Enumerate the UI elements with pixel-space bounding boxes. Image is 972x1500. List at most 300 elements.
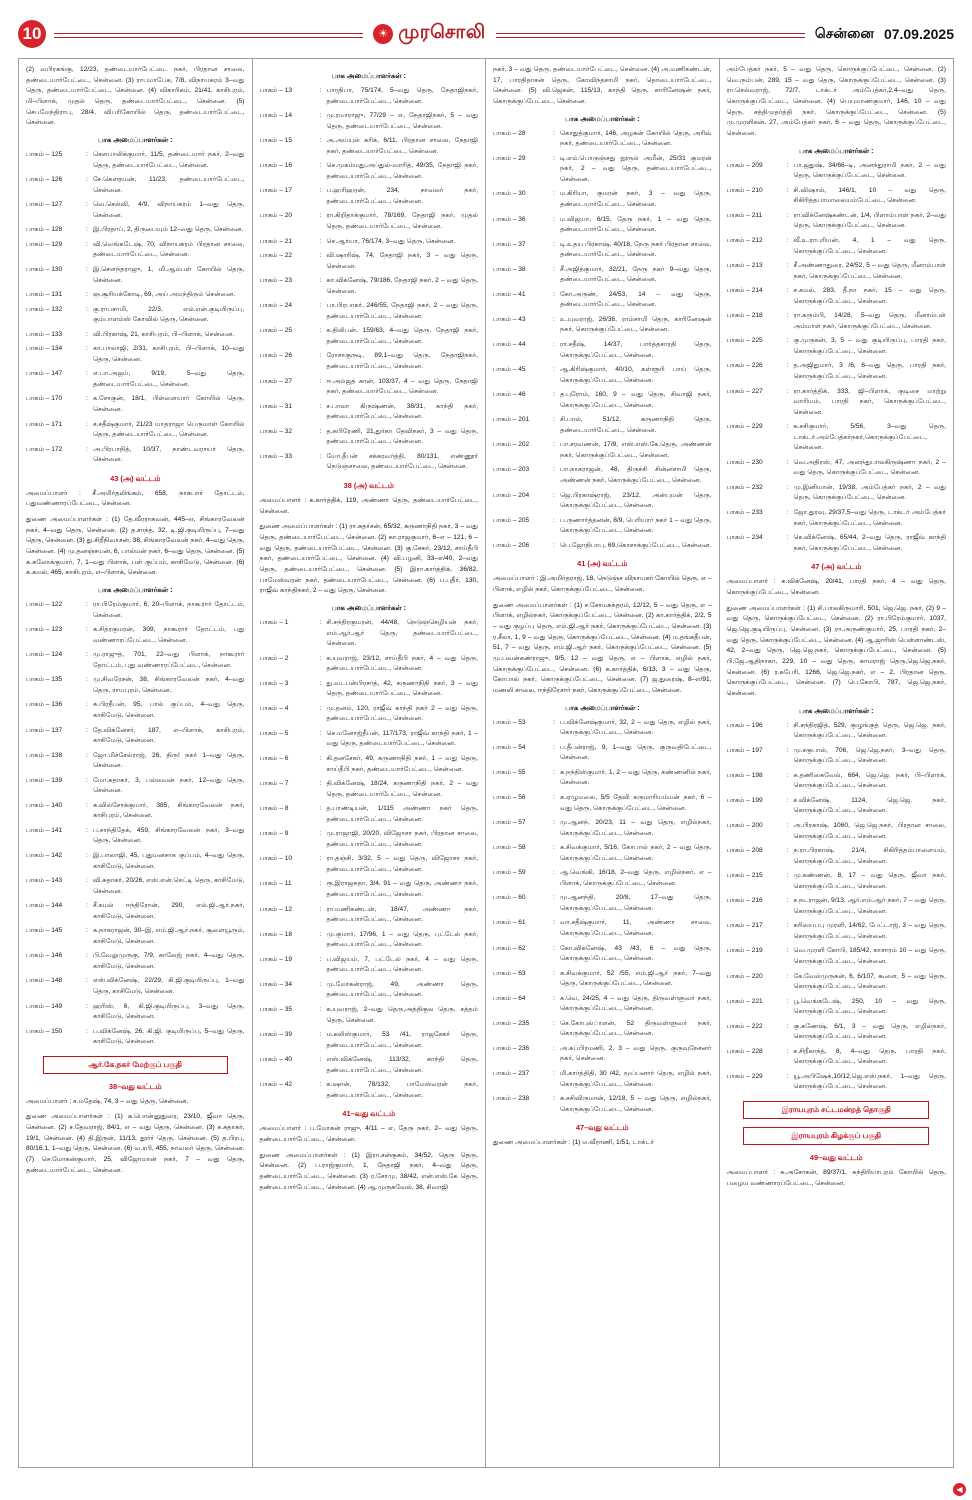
list-item	[493, 465, 712, 486]
entry-value: ஜோ.மிச்சேல்ராஜ், 26, திரு! நகர் 1–வது தெரு, சென்னை.	[93, 751, 245, 770]
list-item	[26, 700, 245, 721]
entry-value: சு.சிவக்குமார், 52 /55, எம்.ஜி.ஆர் நகர், 7–வது தெரு, கொருக்குப்பேட்டை, சென்னை.	[560, 969, 712, 988]
entry-separator: :	[86, 626, 88, 634]
text-column-2	[253, 59, 487, 1467]
list-item	[727, 771, 947, 792]
entry-value: க.ஷான், 78/132, பாமேஸ்வரன் நகர், தண்டையார்பேட்டை, சென்னை.	[326, 1081, 478, 1099]
entry-separator: :	[553, 1095, 555, 1103]
entry-separator: :	[786, 821, 789, 829]
list-item	[493, 1094, 712, 1115]
list-item	[727, 458, 947, 479]
list-item	[727, 946, 947, 967]
entry-key: பாகம் – 8	[259, 805, 289, 813]
entry-separator: :	[786, 746, 789, 754]
list-item	[260, 86, 479, 107]
list-item	[260, 955, 479, 976]
entry-separator: :	[319, 654, 322, 662]
section-subheading: பாக அமைப்பாளர்கள் :	[565, 115, 640, 123]
entry-key: பாகம் – 123	[26, 626, 63, 634]
entry-value: ரா.கரும்பி, 14/28, 5–வது தெரு, மீனாம்பள் அம்மாள் நகர், கொருக்குப்பேட்டை, சென்னை.	[793, 312, 946, 330]
entry-key: பாகம் – 25	[259, 327, 293, 335]
entry-separator: :	[786, 922, 789, 930]
entry-separator: :	[86, 151, 88, 159]
entry-key: பாகம் – 14	[259, 112, 293, 120]
entry-separator: :	[553, 466, 555, 474]
ward-heading: 49–வது வட்டம்	[809, 1153, 863, 1162]
entry-key: பாகம் – 226	[726, 362, 763, 370]
list-item	[260, 1080, 479, 1101]
entry-key: பாகம் – 225	[726, 337, 763, 345]
entry-key: பாகம் – 222	[726, 1022, 763, 1030]
entry-value: ப.ருணார்த்தனன், 8/9, பெரியார் நகர் 1 – வது தெரு, கொருக்குப்பேட்டை, சென்னை.	[560, 516, 712, 535]
list-item	[727, 236, 947, 257]
entry-value: க.யுவராஜ், 23/12, சாய்தீபி நகர், 4 – வது தெரு, தண்டையார்பேட்டை, சென்னை.	[326, 654, 478, 673]
entry-key: பாகம் – 236	[493, 1044, 530, 1052]
ward-heading: 43 (அ) வட்டம்	[110, 473, 161, 483]
entry-value: உ.யுவராஜ், 26/36, ராம்சாமி தெரு, காரினேஷன் நகர், கொருக்குப்பேட்டை, சென்னை.	[560, 315, 712, 334]
list-item	[260, 754, 479, 775]
entry-key: பாகம் – 200	[726, 821, 763, 829]
paragraph: நகர், 3 – வது தெரு, தண்டையார்பேட்டை, சென்னை. (4) அ.மணிகண்டன், 17, பாரதிதாசன் தெரு, கோவிந்தசாமி நகர், தொடையார்பேட்டை, சென்னை. (5) வி.ஜெகன், 115/13, காந்தி தெரு, காரினேஷன் நகர், கொருக்குப்பேட்டை, சென்னை.	[493, 66, 712, 106]
list-item	[260, 251, 479, 272]
list-item	[493, 944, 712, 965]
entry-key: பாகம் – 209	[726, 161, 763, 169]
entry-key: பாகம் – 227	[726, 387, 763, 395]
lead-paragraph: துணை அமைப்பாளர்கள் : (1) ச.சோமசுந்தரம், 12/12, 5 – வது தெரு, எ – பிளாக், எழில்நகர், கொருக்குப்பேட்டை, சென்னை. (2) கா.கார்த்திக், 2/2, 5 – வது குழப்பு தெரு, எம்.ஜி.ஆர் நகர், கொருக்குப்பேட்டை, சென்னை. (3) ர.சீலா, 1, 9 – வது தெரு, கொருக்குப்பேட்டை, சென்னை. (4) ம.தங்கதீபன், 51, 7 – வது தெரு, எம்.ஜி.ஆர் நகர், கொருக்குப்பேட்டை, சென்னை. (5) மு.பவன்கண்ராஜு, 9/5, 12 – வது தெரு, எ – பிளாக், எழில் நகர், கொருக்குப்பேட்டை, சென்னை. (6) க.கார்த்திக், 6/13, 3 – வது தெரு, கோபால் நகர், கொருக்குப்பேட்டை, சென்னை. (7) ஜ.துரைஷ், 8–எ/91, மணலி சாலை, ஈந்திரேசார் நகர், கொருக்குப்பேட்டை, சென்னை.	[493, 601, 712, 694]
entry-value: ப.தீபன்ராஜ், 9, 1–வது தெரு, குருவதிபேட்டை, சென்னை.	[560, 743, 712, 762]
entry-key: பாகம் – 134	[26, 345, 63, 353]
entry-key: பாகம் – 32	[259, 427, 293, 435]
list-item	[727, 972, 947, 993]
entry-value: த.புரோம், 160, 9 – வது தெரு, சிவாஜி நகர், கொருக்குப்பேட்டை, சென்னை.	[560, 391, 712, 409]
entry-key: பாகம் – 217	[726, 922, 763, 930]
ward-heading: 47 (அ) வட்டம்	[811, 562, 862, 572]
entry-key: பாகம் – 237	[493, 1069, 530, 1077]
entry-value: மு.ராஜுத், 701, 22–வது பிளாக், நாகூரார் தோட்டம், புது வண்ணாரப்பேட்டை, சென்னை.	[93, 651, 245, 669]
entry-separator: :	[553, 315, 555, 323]
list-item	[727, 261, 947, 282]
list-item	[727, 186, 947, 207]
entry-key: பாகம் – 147	[26, 370, 63, 378]
list-item	[26, 225, 245, 236]
entry-value: கா.பாலாஜி, 2/31, காசிபுரம், பி–பிளாக், 10–வது தெரு, சென்னை.	[93, 345, 245, 363]
list-item	[260, 452, 479, 473]
entry-key: பாகம் – 213	[726, 262, 763, 270]
list-item	[493, 129, 712, 150]
entry-value: ச.சதீஷ்குமார், 21/23 யாதராஜா பெருமாள் கோயில் தெரு, தண்டையார்பேட்டை, சென்னை.	[93, 420, 245, 439]
list-item	[260, 980, 479, 1001]
entry-value: மு.சகுபால், 706, ஜெ.ஜெ.நகர், 3–வது தெரு, கொருக்குப்பேட்டை, சென்னை.	[793, 746, 946, 765]
list-item	[727, 1047, 947, 1068]
entry-separator: :	[553, 240, 555, 248]
entry-key: பாகம் – 125	[26, 151, 63, 159]
entry-key: பாகம் – 230	[726, 458, 763, 466]
entry-value: வி.பிரகாஷ், 21, காசிபுரம், பி–பிளாக், சென்னை.	[93, 330, 235, 338]
list-item	[727, 821, 947, 842]
entry-key: பாகம் – 202	[493, 441, 530, 449]
list-item	[26, 801, 245, 822]
entry-key: பாகம் – 24	[259, 302, 293, 310]
entry-value: ரூ.இராஜசுதா, 3/4, 91 – வது தெரு, அண்ணா நகர், தண்டையார்பேட்டை, சென்னை.	[326, 880, 478, 899]
entry-key: பாகம் – 215	[726, 872, 763, 880]
entry-value: மி.கார்த்திதி, 30 /42, மூப்பனார் தெரு, எழில் நகர், கொருக்குப்பேட்டை, சென்னை.	[560, 1069, 712, 1088]
list-item	[727, 846, 947, 867]
list-item	[26, 726, 245, 747]
lead-paragraph: அமைப்பாளர் : சீ.அமிர்தலிங்கம், 658, நாகபார் தோட்டம், புதுவண்ணாரப்பேட்டை, சென்னை.	[26, 489, 245, 508]
entry-key: பாகம் – 19	[259, 955, 293, 963]
lead-paragraph: துணை அமைப்பாளர்கள் : (1) ம.வீராணி, 1/51, டாக்டர்	[493, 1139, 655, 1147]
lead-paragraph: அமைப்பாளர் : ச.மதேஷ், 74, 3 – வது தெரு, சென்னை.	[26, 1097, 189, 1105]
entry-separator: :	[319, 755, 322, 763]
list-item	[26, 851, 245, 872]
entry-value: சீ.அஜித்குமார், 32/21, நேரு நகர் 9–வது தெரு, தண்டையார்பேட்டை, சென்னை.	[560, 265, 712, 284]
entry-value: கே.வேல்முருகன், 6, 6/107, கூளை, 5 – வது தெரு, கொருக்குப்பேட்டை, சென்னை.	[793, 972, 946, 991]
list-item	[727, 361, 947, 382]
entry-value: வீ.உ.ராபுரியன், 4, 1 – வது தெரு, கொருக்குப்பேட்டை, சென்னை.	[793, 236, 946, 255]
entry-key: பாகம் – 212	[726, 236, 763, 244]
entry-separator: :	[86, 927, 88, 935]
entry-separator: :	[319, 252, 322, 260]
list-item	[260, 326, 479, 347]
list-item	[26, 901, 245, 922]
entry-key: பாகம் – 199	[726, 796, 763, 804]
lead-paragraph: அமைப்பாளர் : சு.அசோகன், 89/37/1, சுந்திரியாபுரம் கோயில் தெரு, பழைய வண்ணாரப்பேட்டை, சென்னை.	[726, 1169, 946, 1187]
list-item	[493, 818, 712, 839]
list-item	[493, 868, 712, 889]
entry-separator: :	[86, 1027, 88, 1035]
entry-value: சு.பிரதீபன், 95, பால் குப்பம், 4–வது தெரு, காசிமேடு, சென்னை.	[93, 701, 245, 719]
masthead-rule-left	[54, 33, 363, 38]
entry-separator: :	[786, 509, 789, 517]
entry-separator: :	[319, 980, 322, 988]
entry-value: க.சோகுன், 18/1, பிள்ளையார் கோயில் தெரு, சென்னை.	[93, 395, 245, 413]
entry-separator: :	[86, 240, 88, 248]
list-item	[493, 1044, 712, 1065]
list-item	[260, 351, 479, 372]
list-item	[493, 189, 712, 210]
list-item	[26, 265, 245, 286]
text-column-4	[720, 59, 954, 1467]
entry-key: பாகம் – 229	[726, 1072, 763, 1080]
entry-separator: :	[86, 395, 88, 403]
entry-separator: :	[319, 619, 322, 626]
entry-value: டி.உதய பிரகாஷ், 40/18, நேரு நகர் பிரதான சாலை, தண்டையார்பேட்டை, சென்னை.	[560, 240, 712, 259]
lead-paragraph: துணை அமைப்பாளர்கள் : (1) க.பொன்னுதுரை, 23/10, ஜீவா தெரு, சென்னை. (2) ச.தேவராஜ், 84/1, எ – வது தெரு, சென்னை. (3) ச.சுதாகர், 19/1, சென்னை. (4) தி.இருள், 11/13, தூர்ர் தெரு, சென்னை. (5) த.பிரபு, 80/16.1, 1–வது தெரு, சென்னை. (6) வ.ரபி, 455, நாவலர் தெரு, சென்னை. (7) செ.மோகன்குமார், 25, விஜோமான் நகர், 7 – வது தெரு, தண்டையார்பேட்டை, சென்னை.	[26, 1113, 245, 1174]
entry-key: பாகம் – 148	[26, 977, 63, 985]
entry-value: கி.தனசேகர், 49, கருணாநிதி நகர், 1 – வது தெரு, சாய்தீபி நகர், தண்டையார்பேட்டை, சென்னை.	[326, 755, 478, 773]
entry-value: எ.பா.அஜய், 9/19, 5–வது தெரு, தண்டையார்பேட்டை, சென்னை.	[93, 370, 245, 388]
entry-key: பாகம் – 139	[26, 776, 63, 784]
entry-key: பாகம் – 149	[26, 1002, 63, 1010]
entry-value: ச.கமல், 283, தீ.நா நகர், 15 – வது தெரு, கொருக்குப்பேட்டை, சென்னை.	[793, 287, 946, 305]
entry-key: பாகம் – 7	[259, 780, 289, 788]
lead-paragraph: துணை அமைப்பாளர்கள் : (1) ரா.சுதர்சன், 65/32, கருணாநிதி நகர், 3 – வது தெரு, தண்டையார்பேட்டை, சென்னை. (2) கா.ராஜகுமார், 6–எ – 121, 6 – வது தெரு, தண்டையார்பேட்டை, சென்னை. (3) கு.சேகர், 23/12, சாய்தீபி நகர், தண்டையார்பேட்டை, சென்னை. (4) வி.பழனி, 33–எ/40, 2–வது தெரு, தண்டையார்பேட்டை, சென்னை. (5) இரா.கார்த்திக், 36/82, பாமேஸ்வரன் நகர், தண்டையார்பேட்டை, சென்னை. (6) ப.புதீர், 130, ராஜீவ் காந்திநகர், 2 – வது தெரு, சென்னை.	[259, 523, 478, 595]
entry-key: பாகம் – 221	[726, 997, 763, 1005]
entry-key: பாகம் – 9	[259, 830, 289, 838]
entry-value: ஞ.சூரியக்கோடி, 69, அய் அமந்திரும் சென்னை.	[93, 291, 236, 299]
lead-paragraph: துணை அமைப்பாளர்கள் : (1) சி.பாலகிருமாரி, 501, ஜெ.ஜெ. நகர், (2) 9 – வது தெரு, கொருக்குப்பேட்டை, சென்னை. (2) ரா.பிரேம்குமார், 1037, ஜெ.ஜெ.குடியிருப்பு, சென்னை. (3) ரா.அருண்குமார், 25, பாரதி நகர், 2–வது தெரு, கொருக்குப்பேட்டை, சென்னை. (4) ஆ.ஜாரிஸ் பெள்ளாண்டஸ், 42, 2–வது தெரு, ஜெ.ஜெ.நகர், கொருக்குப்பேட்டை, சென்னை. (5) பி.ஜே.ஆதிநாகா, 229, 10 – வது தெரு, காமராஜ் தெரு,ஜெ.ஜெ.நகர், சென்னை. (6) ர.கபேரி, 1266, ஜெ.ஜெ.நகர், எ – 2, பிரதான தெரு, கொருக்குப்பேட்டை, சென்னை. (7) பெ.கோபி, 787, ஜெ.ஜெ.நகர், சென்னை.	[726, 604, 946, 697]
entry-separator: :	[786, 972, 789, 980]
list-item	[493, 893, 712, 914]
entry-key: பாகம் – 238	[493, 1095, 530, 1103]
list-item	[26, 926, 245, 947]
list-item	[260, 905, 479, 926]
entry-value: ம.கலிஸ்குமார், 53 /41, ராஜசேகர் தெரு, தண்டையார்பேட்டை, சென்னை.	[326, 1031, 478, 1049]
list-item	[727, 311, 947, 332]
entry-key: பாகம் – 144	[26, 902, 63, 910]
entry-separator: :	[319, 352, 322, 360]
entry-value: பெ.ஜோதிபாபு, 69,கொசாக்குப்பேட்டை, சென்னை.	[560, 541, 712, 549]
entry-separator: :	[86, 852, 88, 860]
entry-value: ஜோ.துரவு, 29/37,5–வது தெரு, டாக்டர் அம்பேத்கர் நகர், கொருக்குப்பேட்டை, சென்னை.	[793, 509, 946, 527]
list-item	[727, 336, 947, 357]
entry-key: பாகம் – 219	[726, 947, 763, 955]
entry-separator: :	[319, 87, 322, 94]
entry-value: பா.சரவணன், 17/9, எஸ்.எஸ்.கே.தெரு, அண்ணன் நகர், கொருக்குப்பேட்டை, சென்னை.	[560, 441, 712, 459]
entry-separator: :	[786, 847, 789, 855]
list-item	[493, 215, 712, 236]
entry-key: பாகம் – 45	[493, 366, 526, 374]
entry-key: பாகம் – 22	[259, 252, 293, 260]
entry-value: செ.விக்னேஷ், 65/44, 2–வது தெரு, ராஜீவ் காந்தி நகர், கொருக்குப்பேட்டை, சென்னை.	[793, 534, 946, 552]
entry-key: பாகம் – 62	[493, 944, 526, 952]
entry-separator: :	[786, 1047, 789, 1055]
entry-key: பாகம் – 133	[26, 330, 63, 338]
entry-separator: :	[86, 420, 88, 428]
entry-separator: :	[86, 676, 88, 684]
entry-separator: :	[786, 796, 789, 804]
entry-separator: :	[86, 902, 88, 910]
entry-separator: :	[553, 1019, 555, 1027]
entry-separator: :	[553, 793, 555, 801]
entry-key: பாகம் – 42	[259, 1081, 293, 1089]
entry-separator: :	[319, 930, 322, 938]
entry-separator: :	[553, 541, 555, 549]
lead-paragraph: துணை அமைப்பாளர்கள் : (1) தே.வீரராகவன், 445–எ, சிங்காரவேலன் நகர், 4–வது தெரு, சென்னை. (2) த.சாந்த், 32, டி.ஜி.குடியிருப்பு, 7–வது தெரு, சென்னை. (3) து.சிறீநிவாசன், 38, சிங்காரவேலன் நகர், 4–வது தெரு, சென்னை. (4) மு.தனஞ்சயன், 6, பால்மன் நகர், 6–வது தெரு, சென்னை. (5) சு.சுலோக்குமார், 7, 1–வது பிளாக், பள் குப்பம், காசிமேடு, சென்னை. (6) க.கமல், 465, காசிபுரம், எ–பிளாக், சென்னை.	[26, 516, 245, 577]
list-item	[26, 445, 245, 466]
entry-value: க.நாகராஜன், 30–இ, எம்.ஜி.ஆர்.நகர், சூளையூரும், காசிமேடு, சென்னை.	[93, 927, 245, 945]
publication-title: முரசொலி	[398, 22, 486, 43]
entry-value: சி.சந்திரகுமரன், 44/48, நெடுஞ்செழியன் நகர், எம்.ஆர்.ஆர் தெரு, தண்டையார்பேட்டை, சென்னை.	[326, 619, 478, 648]
list-item	[493, 440, 712, 461]
paragraph: அம்பேத்கர் நகர், 5 – வது தெரு, கொருக்குப்பேட்டை, சென்னை. (2) வெ.ரும்பன், 289, 15 – வது தெரு, கொருக்குப்பேட்டை, சென்னை. (3) ரா.செல்வராஜ், 72/7, டாக்டர் அம்பேத்கர்,2,4–வது தெரு, கொருக்குப்பேட்டை, சென்னை. (4) பெயுமாணகுமார், 146, 10 – வது தெரு, சத்திமுதர்த்தி நகர், கொருக்குப்பேட்டை, சென்னை. (5) மு.முரளிகன், 27, அம்பேத்கர் நகர், 6 – வது தெரு, கொருக்குப்பேட்டை, சென்னை.	[726, 66, 946, 138]
entry-separator: :	[86, 305, 88, 313]
list-item	[260, 779, 479, 800]
list-item	[260, 679, 479, 700]
list-item	[260, 1055, 479, 1076]
entry-key: பாகம் – 57	[493, 819, 526, 827]
entry-separator: :	[86, 345, 88, 353]
entry-value: மு.குமார், 17/96, 1 – வது தெரு, புட்டேல் நகர், தண்டையார்பேட்டை, சென்னை.	[326, 930, 478, 949]
section-subheading: பாக அமைப்பாளர்கள் :	[98, 137, 173, 145]
entry-key: பாகம் – 170	[26, 395, 63, 403]
entry-value: ஜெ.பிரகாஷ்ராஜ், 23/12, அன்புமன் தெரு, கொருக்குப்பேட்டை, சென்னை.	[560, 491, 712, 510]
entry-separator: :	[786, 947, 789, 955]
list-item	[260, 930, 479, 951]
list-item	[26, 240, 245, 261]
entry-value: த.பாண்டியன், 1/115 அண்ணா நகர் தெரு, தண்டையார்பேட்டை, சென்னை.	[326, 805, 478, 823]
entry-separator: :	[86, 877, 88, 885]
entry-separator: :	[319, 855, 322, 863]
entry-value: வா.சதீஷ்குமார், 11, அண்ணா சாலை, கொருக்குப்பேட்டை, சென்னை.	[560, 919, 712, 937]
list-item	[727, 1072, 947, 1093]
entry-separator: :	[553, 366, 555, 374]
entry-separator: :	[86, 801, 88, 809]
entry-separator: :	[319, 162, 322, 170]
entry-separator: :	[319, 805, 322, 813]
entry-value: க.சசிகுமார், 5/56, 3–வது தெரு, டாக்டர்.அம்பேத்கர்நகர்,கொருக்குப்பேட்டை, சென்னை.	[793, 423, 946, 452]
entry-separator: :	[786, 362, 789, 370]
list-item	[493, 743, 712, 764]
entry-separator: :	[553, 129, 555, 137]
entry-separator: :	[553, 1069, 555, 1077]
entry-separator: :	[553, 265, 555, 273]
entry-key: பாகம் – 171	[26, 420, 63, 428]
entry-separator: :	[553, 969, 555, 977]
list-item	[727, 533, 947, 554]
entry-separator: :	[553, 743, 555, 751]
list-item	[26, 650, 245, 671]
entry-key: பாகம் – 41	[493, 290, 526, 298]
corner-mark: ◀	[953, 1483, 966, 1496]
entry-value: கு.கணேஷ், 6/1, 3 – வது தெரு, எழில்நகர், கொருக்குப்பேட்டை, சென்னை.	[793, 1022, 946, 1041]
entry-key: பாகம் – 64	[493, 994, 526, 1002]
entry-separator: :	[319, 1056, 322, 1064]
constituency-heading: இராயபுரம் கிழக்குப் பகுதி	[743, 1127, 929, 1145]
list-item	[493, 154, 712, 186]
entry-separator: :	[786, 872, 789, 880]
ward-heading: 38–வது வட்டம்	[108, 1081, 162, 1091]
entry-key: பாகம் – 214	[726, 287, 763, 295]
entry-value: ப.விக்னேஷ், 26, கி.ஜி. குடியிருப்பு, 5–வது தெரு, காசிமேடு, சென்னை.	[93, 1027, 245, 1046]
entry-separator: :	[786, 161, 789, 169]
entry-value: ம.விஜயா, 6/15, தேரு நகர், 1 – வது தெரு, தண்டையார்பேட்டை, சென்னை.	[560, 215, 712, 234]
entry-separator: :	[86, 226, 88, 234]
entry-key: பாகம் – 205	[493, 516, 530, 524]
entry-value: டி.எம்.பொருஞ்சது நூருல் அமீன், 25/31 குமரன் நகர், 2 – வது தெரு, தண்டையார்பேட்டை, சென்னை.	[560, 154, 712, 183]
entry-value: கு.ராபசாமி, 22/3, எல்.என்.குடியிருப்பு, கும்பாளம்ஸ் கோவில் தெரு, சென்னை.	[93, 305, 245, 324]
entry-key: பாகம் – 30	[493, 190, 526, 198]
section-subheading: பாக அமைப்பாளர்கள் :	[799, 147, 874, 155]
entry-key: பாகம் – 216	[726, 897, 763, 905]
entry-value: கோ.அருண், 24/53, 14 – வது தெரு, தண்டையார்பேட்டை, சென்னை.	[560, 290, 712, 309]
entry-key: பாகம் – 206	[493, 541, 530, 549]
entry-key: பாகம் – 44	[493, 340, 526, 348]
entry-value: சீ.கமல் ஈந்திரோன், 290, எல்.ஜி.ஆர்.நகர், காசிமேடு, சென்னை.	[93, 902, 245, 920]
entry-key: பாகம் – 145	[26, 927, 63, 935]
lead-paragraph: அமைப்பாளர் : இ.அமிர்தராஜ், 18, நெடுஞ்ச விநாயகர் கோயில் தெரு, எ – பிளாக், எழில் நகர், கொருக்குப்பேட்டை, சென்னை.	[493, 575, 712, 593]
entry-separator: :	[319, 112, 322, 120]
entry-value: ச.விக்னேஷ், 1124, ஜெ.ஜெ. நகர், கொருக்குப்பேட்டை, சென்னை.	[793, 796, 946, 815]
entry-key: பாகம் – 20	[259, 212, 293, 220]
entry-key: பாகம் – 17	[259, 187, 293, 195]
entry-value: பி.வேலுமுருகு, 7/9, காலேஜ் நகர், 4–வது தெரு, காசிமேடு, சென்னை.	[93, 952, 245, 970]
entry-separator: :	[86, 176, 88, 184]
entry-value: ஆ.வெங்கி, 16/18, 2–வது தெரு, எழில்நகர், எ – பிளாக், கொருக்குப்பேட்டை, சென்னை.	[560, 869, 712, 887]
entry-separator: :	[553, 290, 555, 298]
entry-separator: :	[786, 1022, 789, 1030]
entry-value: க.யுவராஜ், 2–வது தெரு,அத்திகுல தெரு, சத்தம் தெரு, சென்னை.	[326, 1005, 478, 1024]
entry-separator: :	[319, 302, 322, 310]
entry-key: பாகம் – 143	[26, 877, 63, 885]
list-item	[260, 618, 479, 650]
entry-separator: :	[86, 751, 88, 759]
entry-value: வெ.செல்வி, 4/9, விநாயகரம் 1–வது தெரு, சென்னை.	[93, 201, 245, 219]
entry-value: செ.ஆர்யா, 76/174, 3–வது தெரு, சென்னை.	[326, 237, 456, 245]
section-subheading: பாக அமைப்பாளர்கள் :	[565, 704, 640, 712]
entry-separator: :	[786, 1072, 789, 1080]
ward-heading: 41 (அ) வட்டம்	[577, 559, 628, 569]
entry-key: பாகம் – 28	[493, 129, 526, 137]
entry-key: பாகம் – 21	[259, 237, 293, 245]
entry-separator: :	[553, 516, 555, 524]
entry-key: பாகம் – 130	[26, 265, 63, 273]
entry-separator: :	[553, 340, 555, 348]
entry-value: வெ.முரளி கோபி, 185/42, காசாரம் 10 – வது தெரு, கொருக்குப்பேட்டை, சென்னை.	[793, 947, 946, 965]
entry-key: பாகம் – 220	[726, 972, 763, 980]
entry-value: மு.மோகன்ராஜ், 49, அண்ணா தெரு, தண்டையார்பேட்டை, சென்னை.	[326, 980, 478, 999]
entry-separator: :	[319, 377, 322, 385]
list-item	[493, 340, 712, 361]
entry-key: பாகம் – 31	[259, 402, 293, 410]
entry-value: சே.கௌதமன், 11/23, தண்டையார்பேட்டை, சென்னை.	[93, 176, 245, 194]
ward-heading: 41–வது வட்டம்	[342, 1109, 396, 1119]
entry-value: ரா.தஞ்சி, 3/32, 5 – வது தெரு, விஜோசா நகர், தண்டையார்பேட்டை, சென்னை.	[326, 855, 478, 873]
list-item	[727, 746, 947, 767]
entry-separator: :	[786, 771, 789, 779]
entry-key: பாகம் – 196	[726, 721, 763, 729]
entry-key: பாகம் – 138	[26, 751, 63, 759]
entry-key: பாகம் – 56	[493, 793, 526, 801]
entry-value: ந.ரா.பிரகாஷ், 21/4, சிகிரித்தம்பாளையம், கொருக்குப்பேட்டை, சென்னை.	[793, 847, 946, 865]
entry-key: பாகம் – 150	[26, 1027, 63, 1035]
entry-key: பாகம் – 59	[493, 869, 526, 877]
entry-separator: :	[786, 312, 789, 320]
list-item	[260, 136, 479, 157]
entry-key: பாகம் – 63	[493, 969, 526, 977]
list-item	[727, 997, 947, 1018]
entry-separator: :	[553, 844, 555, 852]
list-item	[727, 422, 947, 454]
entry-value: மு.ராஜாஜி, 20/20, விஜோசா நகர், பிரதான சாலை, தண்டையார்பேட்டை, சென்னை.	[326, 830, 478, 848]
list-item	[493, 718, 712, 739]
entry-value: ப.ஹரிஹரன், 234, நாவலர் நகர், தண்டையார்பேட்டை, சென்னை.	[326, 187, 478, 205]
entry-separator: :	[319, 704, 322, 712]
constituency-heading: இராயபுரம் சட்டமன்றத் தொகுதி	[743, 1101, 929, 1119]
list-item	[260, 1030, 479, 1051]
entry-value: ச.பாலா கிருஷ்ணன், 38/31, காந்தி நகர், தண்டையார்பேட்டை, சென்னை.	[326, 402, 478, 421]
list-item	[493, 390, 712, 411]
entry-value: ப.சாந்திதேக், 459, சிங்காரவேலன் நகர், 3–வது தெரு, சென்னை.	[93, 826, 245, 845]
list-item	[26, 625, 245, 646]
entry-value: க.வெ, 24/25, 4 – வது தெரு, திருவள்ளுவர் நகர், கொருக்குப்பேட்டை, சென்னை.	[560, 994, 712, 1013]
masthead	[18, 14, 954, 54]
list-item	[26, 976, 245, 997]
entry-value: சி.பால், 51/12, கருணாநிதி தெரு, தண்டையார்பேட்டை, சென்னை.	[560, 416, 712, 434]
entry-value: ரா.விக்னேஷ்கண்டன், 1/4, பிளாம்பாள் நகர், 2–வது தெரு, கொருக்குப்பேட்டை, சென்னை.	[793, 211, 946, 230]
list-item	[26, 344, 245, 365]
entry-key: பாகம் – 55	[493, 768, 526, 776]
list-item	[727, 286, 947, 307]
list-item	[260, 1005, 479, 1026]
entry-value: க.ஏழுமலை, 5/5 தேவி கருமாரியம்மன் நகர், 6 – வது தெரு, கொருக்குப்பேட்டை, சென்னை.	[560, 793, 712, 812]
list-item	[493, 843, 712, 864]
list-item	[26, 290, 245, 301]
entry-key: பாகம் – 11	[259, 880, 292, 888]
entry-value: த.அஜிதுமார், 3 /6, 6–வது தெரு, பாரதி நகர், கொருக்குப்பேட்டை, சென்னை.	[793, 362, 946, 380]
entry-separator: :	[86, 726, 88, 734]
list-item	[727, 211, 947, 232]
